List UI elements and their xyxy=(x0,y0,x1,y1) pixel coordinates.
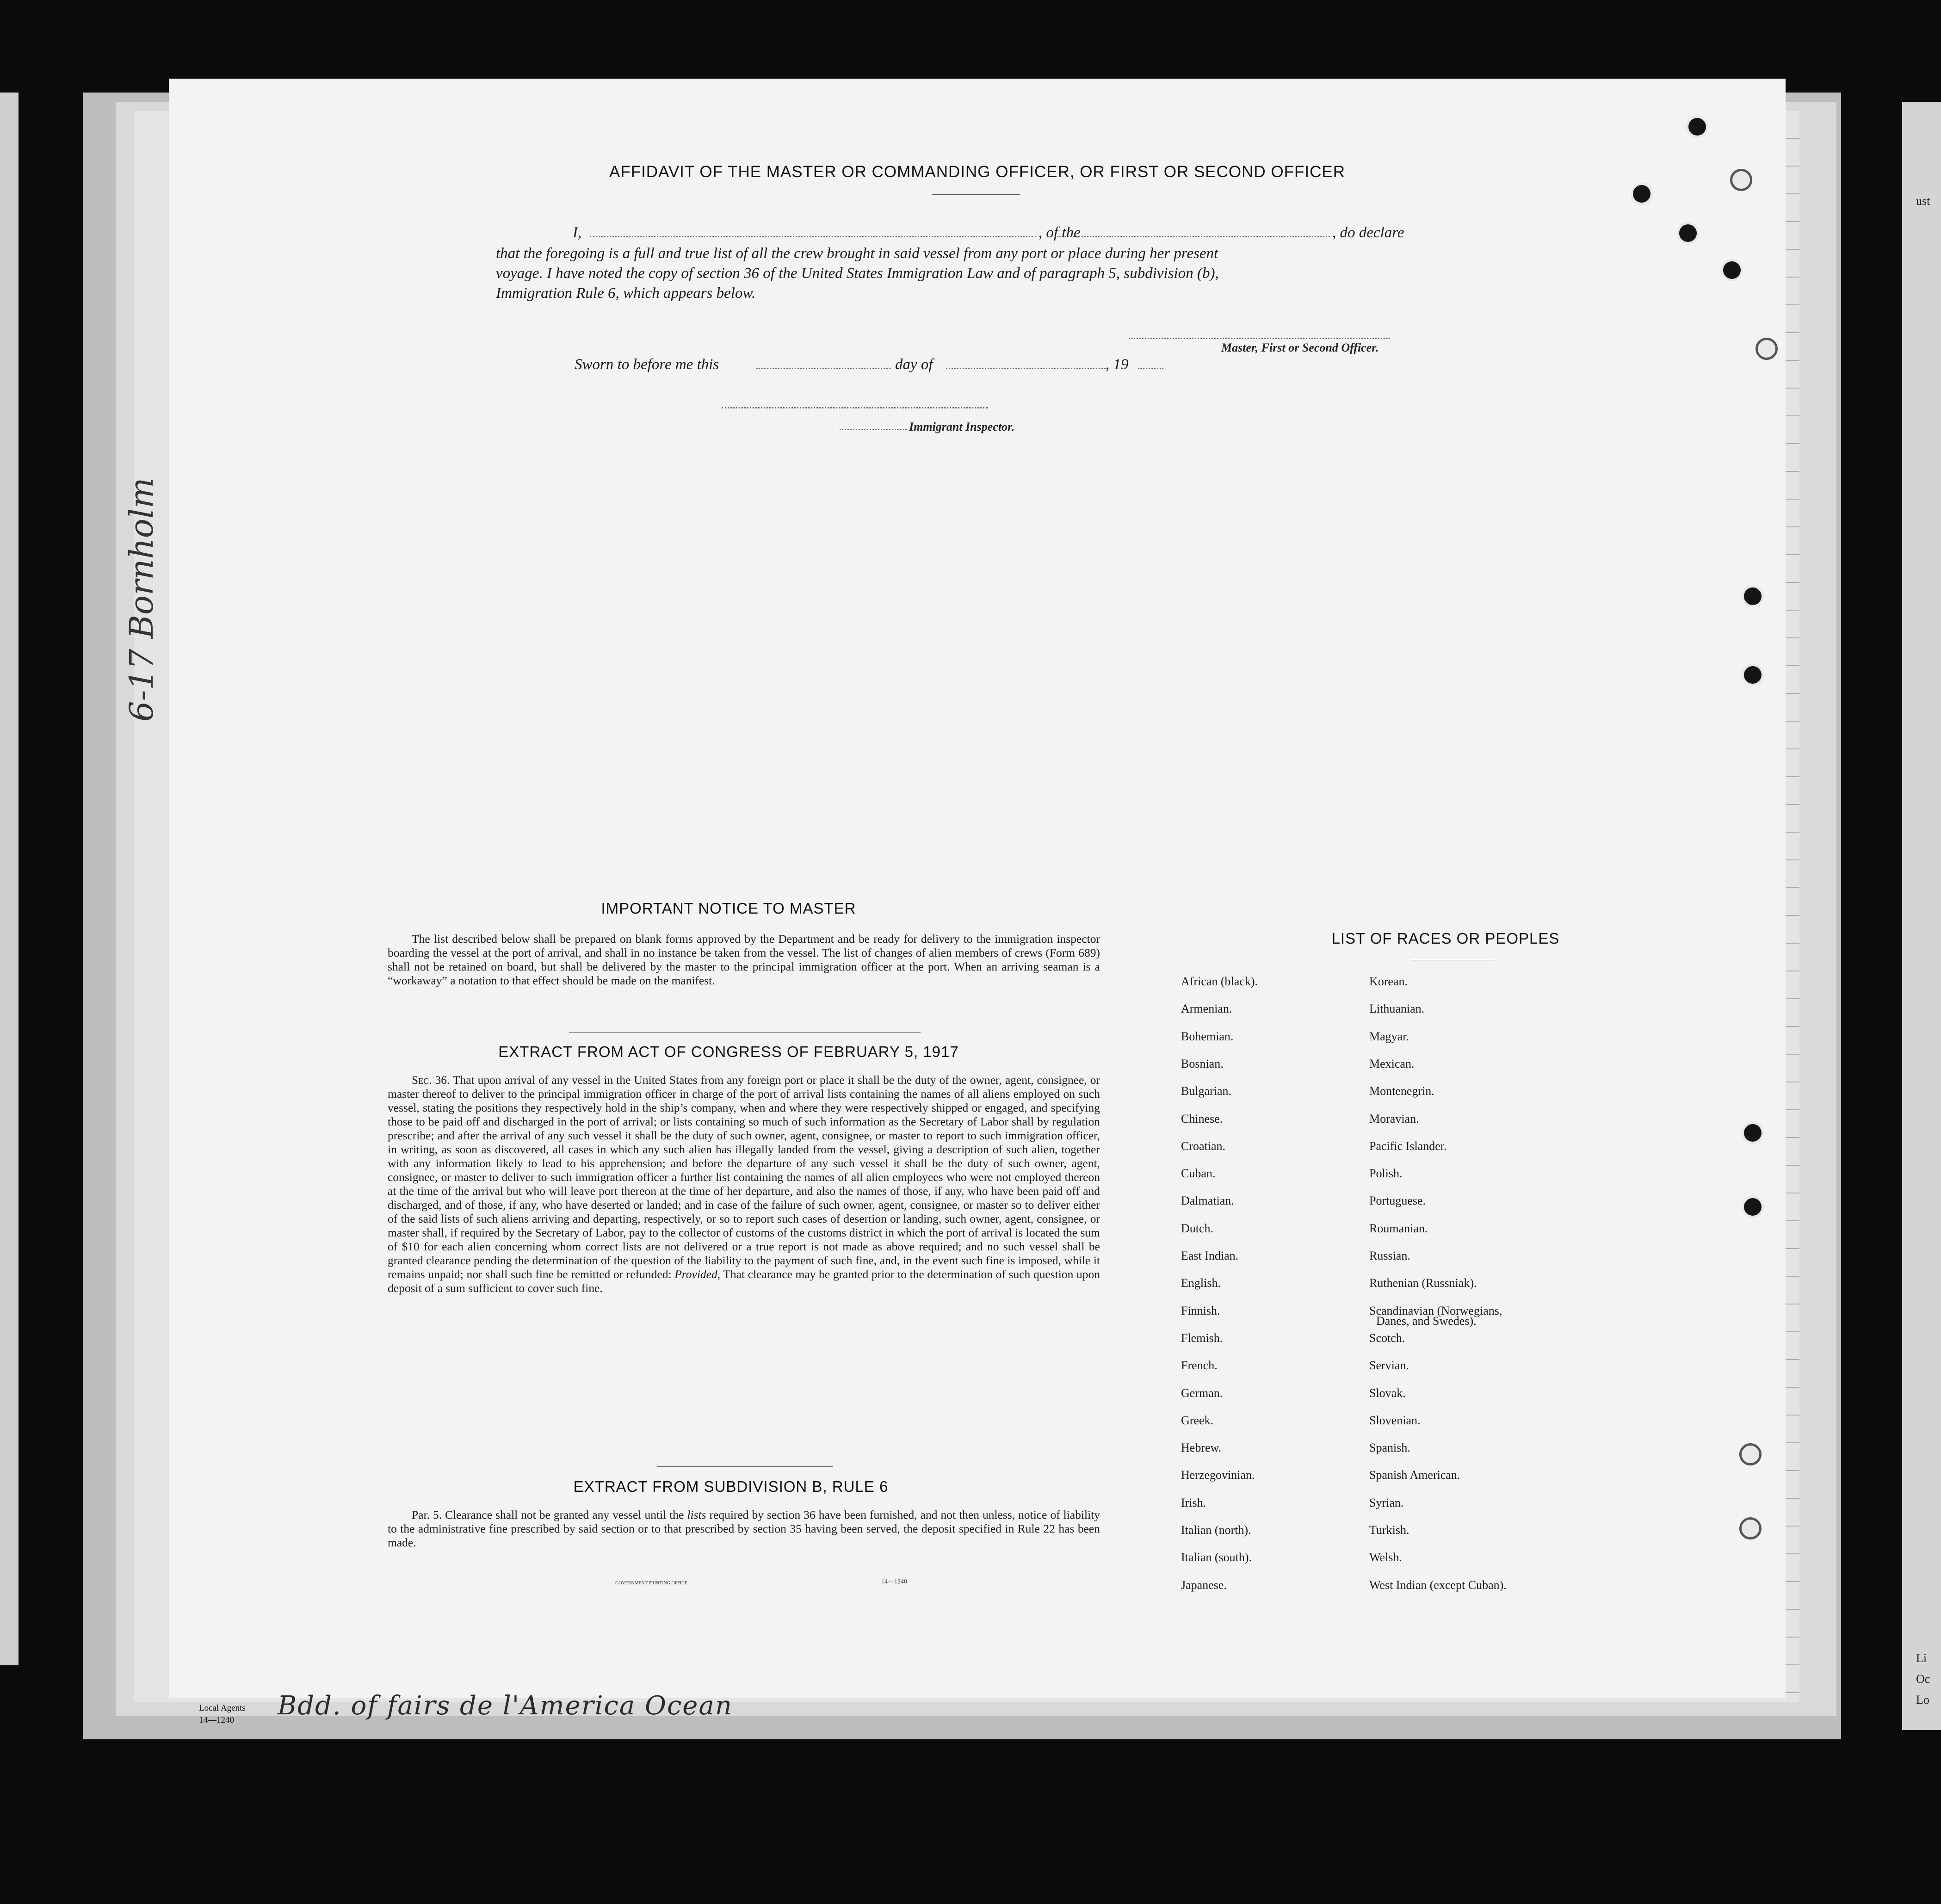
race-item: Finnish. xyxy=(1181,1304,1220,1317)
rule-text-end: required by section 36 have been furnished, and not then unless, notice of liability to the administrative fine prescribed by said section or to that prescribed by section 35 having been served, the deposit specified in Rule 22 has been made. xyxy=(388,1508,1100,1549)
adjacent-text-fragment: Oc xyxy=(1916,1672,1930,1686)
divider xyxy=(657,1466,833,1467)
blank-name-line xyxy=(590,236,1036,237)
blank-vessel-line xyxy=(1057,236,1330,237)
race-item: Cuban. xyxy=(1181,1167,1216,1181)
extract-act-body xyxy=(388,1073,1100,1295)
race-item: Mexican. xyxy=(1369,1057,1415,1070)
punch-hole xyxy=(1742,1196,1764,1218)
race-item: Japanese. xyxy=(1181,1578,1227,1592)
race-item: Hebrew. xyxy=(1181,1441,1222,1455)
section-label: Sec. 36. xyxy=(412,1073,450,1087)
affidavit-line-2: that the foregoing is a full and true list of all the crew brought in said vessel from any port or place during her present xyxy=(496,245,1218,262)
race-item: Roumanian. xyxy=(1369,1221,1428,1235)
punch-hole xyxy=(1742,664,1764,686)
rule-text: Par. 5. Clearance shall not be granted any vessel until the xyxy=(412,1508,684,1521)
punch-hole xyxy=(1742,1122,1764,1144)
race-item: Russian. xyxy=(1369,1249,1410,1262)
race-item: Turkish. xyxy=(1369,1523,1409,1537)
race-item: Irish. xyxy=(1181,1496,1206,1509)
race-item: West Indian (except Cuban). xyxy=(1369,1578,1507,1592)
race-item: Italian (north). xyxy=(1181,1523,1251,1537)
punch-hole xyxy=(1739,1517,1762,1539)
race-item-continuation: Danes, and Swedes). xyxy=(1376,1314,1477,1328)
race-item: Bohemian. xyxy=(1181,1029,1234,1043)
local-agents-label: Local Agents xyxy=(199,1703,246,1713)
race-item: French. xyxy=(1181,1359,1218,1372)
race-item: Syrian. xyxy=(1369,1496,1404,1509)
race-item: Armenian. xyxy=(1181,1002,1232,1016)
notice-title: IMPORTANT NOTICE TO MASTER xyxy=(601,900,856,917)
race-item: Bosnian. xyxy=(1181,1057,1224,1070)
race-item: Scotch. xyxy=(1369,1331,1405,1345)
race-item: Slovak. xyxy=(1369,1386,1406,1400)
signature-line xyxy=(1129,338,1390,339)
punch-hole xyxy=(1677,222,1699,244)
inspector-label: Immigrant Inspector. xyxy=(909,420,1015,433)
blank-year-line xyxy=(1138,368,1163,369)
sworn-day-of: day of xyxy=(895,356,933,373)
handwritten-margin-note: 6-17 Bornholm xyxy=(123,477,161,722)
adjacent-text-fragment: ust xyxy=(1916,194,1930,208)
extract-rule-title: EXTRACT FROM SUBDIVISION B, RULE 6 xyxy=(573,1478,889,1495)
form-number: 14—1240 xyxy=(881,1578,907,1585)
section-text-end: That clearance may be granted prior to the determination of such question upon deposit of a sum sufficient to cover such fine. xyxy=(388,1267,1100,1295)
punch-hole xyxy=(1686,116,1708,138)
race-item: Spanish American. xyxy=(1369,1468,1460,1482)
divider xyxy=(569,1032,921,1033)
race-item: German. xyxy=(1181,1386,1223,1400)
blank-day-line xyxy=(756,368,890,369)
adjacent-page-left xyxy=(0,93,19,1665)
race-item: Slovenian. xyxy=(1369,1413,1421,1427)
race-item: Servian. xyxy=(1369,1359,1409,1372)
notice-body xyxy=(388,932,1100,988)
race-item: English. xyxy=(1181,1276,1221,1290)
race-item: Korean. xyxy=(1369,975,1408,988)
punch-hole xyxy=(1756,338,1778,360)
divider xyxy=(932,194,1020,195)
race-item: Spanish. xyxy=(1369,1441,1410,1455)
punch-hole xyxy=(1742,585,1764,607)
footer-form-number: 14—1240 xyxy=(199,1715,234,1725)
race-item: Pacific Islander. xyxy=(1369,1139,1447,1153)
race-item: Dalmatian. xyxy=(1181,1194,1234,1208)
race-item: African (black). xyxy=(1181,975,1258,988)
race-item: Herzegovinian. xyxy=(1181,1468,1255,1482)
printer-imprint: GOVERNMENT PRINTING OFFICE xyxy=(615,1581,687,1586)
race-item: Lithuanian. xyxy=(1369,1002,1425,1016)
race-item: Ruthenian (Russniak). xyxy=(1369,1276,1477,1290)
race-item: Bulgarian. xyxy=(1181,1084,1232,1098)
affidavit-declare: , do declare xyxy=(1332,224,1404,241)
punch-hole xyxy=(1721,259,1743,281)
sworn-year: , 19 xyxy=(1106,356,1129,373)
notice-text: The list described below shall be prepared on blank forms approved by the Department and be ready for delivery to the immigration inspector boarding the vessel at the port of arrival, and shall in no instance be taken from the vessel. The list of changes of alien members of crews (Form 689) shall not be retained on board, but shall be delivered by the master to the principal immigration officer at the port. When an arriving seaman is a “workaway” a notation to that effect should be made on the manifest. xyxy=(388,932,1100,987)
punch-hole xyxy=(1631,183,1653,205)
race-item: Dutch. xyxy=(1181,1221,1214,1235)
extract-rule-body xyxy=(388,1508,1100,1550)
lists-word: lists xyxy=(687,1508,706,1521)
race-item: Moravian. xyxy=(1369,1112,1419,1125)
adjacent-text-fragment: Lo xyxy=(1916,1693,1929,1706)
sworn-prefix: Sworn to before me this xyxy=(575,356,719,373)
affidavit-line-3: voyage. I have noted the copy of section 36 of the United States Immigration Law and of paragraph 5, subdivision (b), xyxy=(496,265,1219,282)
race-item: East Indian. xyxy=(1181,1249,1239,1262)
race-item: Scandinavian (Norwegians, xyxy=(1369,1304,1502,1317)
race-item: Chinese. xyxy=(1181,1112,1223,1125)
race-item: Montenegrin. xyxy=(1369,1084,1434,1098)
section-text: That upon arrival of any vessel in the United States from any foreign port or place it shall be the duty of the owner, agent, consignee, or master thereof to deliver to the principal immigration officer in charge of the port of arrival lists containing the names of all aliens employed on such vessel, stating the positions they respectively hold in the ship’s company, when and where they were respectively shipped or engaged, and specifying those to be paid off and discharged in the port of arrival; or lists containing so much of such information as the Secretary of Labor shall by regulation prescribe; and after the arrival of any such vessel it shall be the duty of such owner, agent, consignee, or master to report to such immigration officer, in writing, as soon as discovered, all cases in which any such alien has illegally landed from the vessel, giving a description of such alien, together with any information likely to lead to his apprehension; and before the departure of any such vessel it shall be the duty of such owner, agent, consignee, or master to deliver to such immigration officer a further list containing the names of all alien employees who were not employed thereon at the time of the arrival but who will leave port thereon at the time of her departure, and also the names of those, if any, who have been paid off and discharged, and of those, if any, who have deserted or landed; and in case of the failure of such owner, agent, consignee, or master so to deliver either of the said lists of such aliens arriving and departing, respectively, or so to report such cases of desertion or landing, such owner, agent, consignee, or master shall, if required by the Secretary of Labor, pay to the collector of customs of the customs district in which the port of arrival is located the sum of $10 for each alien concerning whom correct lists are not delivered or a true report is not made as above required; and no such vessel shall be granted clearance pending the determination of the question of the liability to the payment of such fine, and, in the event such fine is imposed, while it remains unpaid; nor shall such fine be remitted or refunded: xyxy=(388,1073,1100,1281)
affidavit-line-4: Immigration Rule 6, which appears below. xyxy=(496,285,756,302)
blank-month-line xyxy=(946,368,1106,369)
provided-word: Provided, xyxy=(674,1267,721,1281)
punch-hole xyxy=(1739,1443,1762,1465)
affidavit-i: I, xyxy=(573,224,582,241)
handwritten-footer: Bdd. of fairs de l'America Ocean xyxy=(278,1691,733,1721)
race-item: Croatian. xyxy=(1181,1139,1226,1153)
race-item: Welsh. xyxy=(1369,1551,1402,1564)
race-item: Portuguese. xyxy=(1369,1194,1426,1208)
adjacent-page-right xyxy=(1902,102,1941,1730)
race-item: Italian (south). xyxy=(1181,1551,1252,1564)
inspector-dots xyxy=(840,429,907,430)
affidavit-of-the: , of the xyxy=(1038,224,1081,241)
extract-act-title: EXTRACT FROM ACT OF CONGRESS OF FEBRUARY 5, 1917 xyxy=(498,1043,959,1060)
races-title: LIST OF RACES OR PEOPLES xyxy=(1331,930,1560,947)
footer-local-agents xyxy=(199,1702,246,1726)
affidavit-title: AFFIDAVIT OF THE MASTER OR COMMANDING OFFICER, OR FIRST OR SECOND OFFICER xyxy=(609,163,1346,181)
race-item: Greek. xyxy=(1181,1413,1214,1427)
document-page xyxy=(169,79,1786,1698)
master-label: Master, First or Second Officer. xyxy=(1221,341,1379,354)
race-item: Flemish. xyxy=(1181,1331,1223,1345)
adjacent-text-fragment: Li xyxy=(1916,1651,1927,1665)
inspector-signature-line xyxy=(722,407,988,408)
race-item: Polish. xyxy=(1369,1167,1403,1181)
race-item: Magyar. xyxy=(1369,1029,1409,1043)
